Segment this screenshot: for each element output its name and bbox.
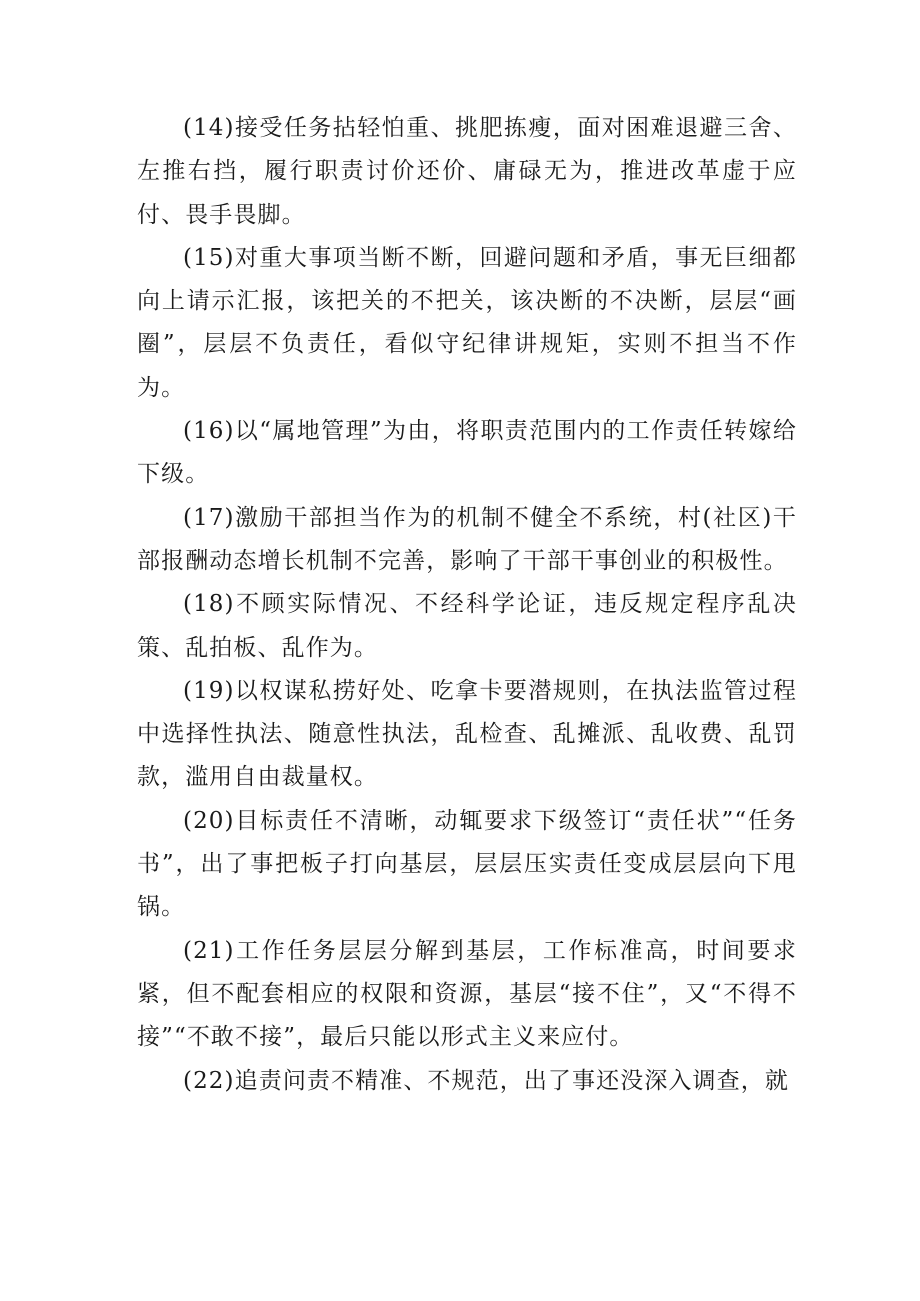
paragraph-14: (14)接受任务拈轻怕重、挑肥拣瘦，面对困难退避三舍、左推右挡，履行职责讨价还价、庸碌无为，推进改革虚于应付、畏手畏脚。 bbox=[137, 115, 797, 228]
paragraph-20: (20)目标责任不清晰，动辄要求下级签订“责任状”“任务书”，出了事把板子打向基层，层层压实责任变成层层向下甩锅。 bbox=[137, 807, 797, 921]
paragraph-19: (19)以权谋私捞好处、吃拿卡要潜规则，在执法监管过程中选择性执法、随意性执法，乱检查、乱摊派、乱收费、乱罚款，滥用自由裁量权。 bbox=[137, 677, 797, 791]
paragraph-22: (22)追责问责不精准、不规范，出了事还没深入调查，就 bbox=[183, 1067, 789, 1094]
paragraph-18: (18)不顾实际情况、不经科学论证，违反规定程序乱决策、乱拍板、乱作为。 bbox=[137, 591, 797, 661]
paragraph-16: (16)以“属地管理”为由，将职责范围内的工作责任转嫁给下级。 bbox=[137, 418, 797, 488]
document-body bbox=[137, 107, 797, 1103]
paragraph-15: (15)对重大事项当断不断，回避问题和矛盾，事无巨细都向上请示汇报，该把关的不把关，该决断的不决断，层层“画圈”，层层不负责任，看似守纪律讲规矩，实则不担当不作为。 bbox=[137, 244, 797, 401]
paragraph-21: (21)工作任务层层分解到基层，工作标准高，时间要求紧，但不配套相应的权限和资源，基层“接不住”，又“不得不接”“不敢不接”，最后只能以形式主义来应付。 bbox=[137, 937, 797, 1051]
paragraph-17: (17)激励干部担当作为的机制不健全不系统，村(社区)干部报酬动态增长机制不完善，影响了干部干事创业的积极性。 bbox=[137, 504, 797, 574]
